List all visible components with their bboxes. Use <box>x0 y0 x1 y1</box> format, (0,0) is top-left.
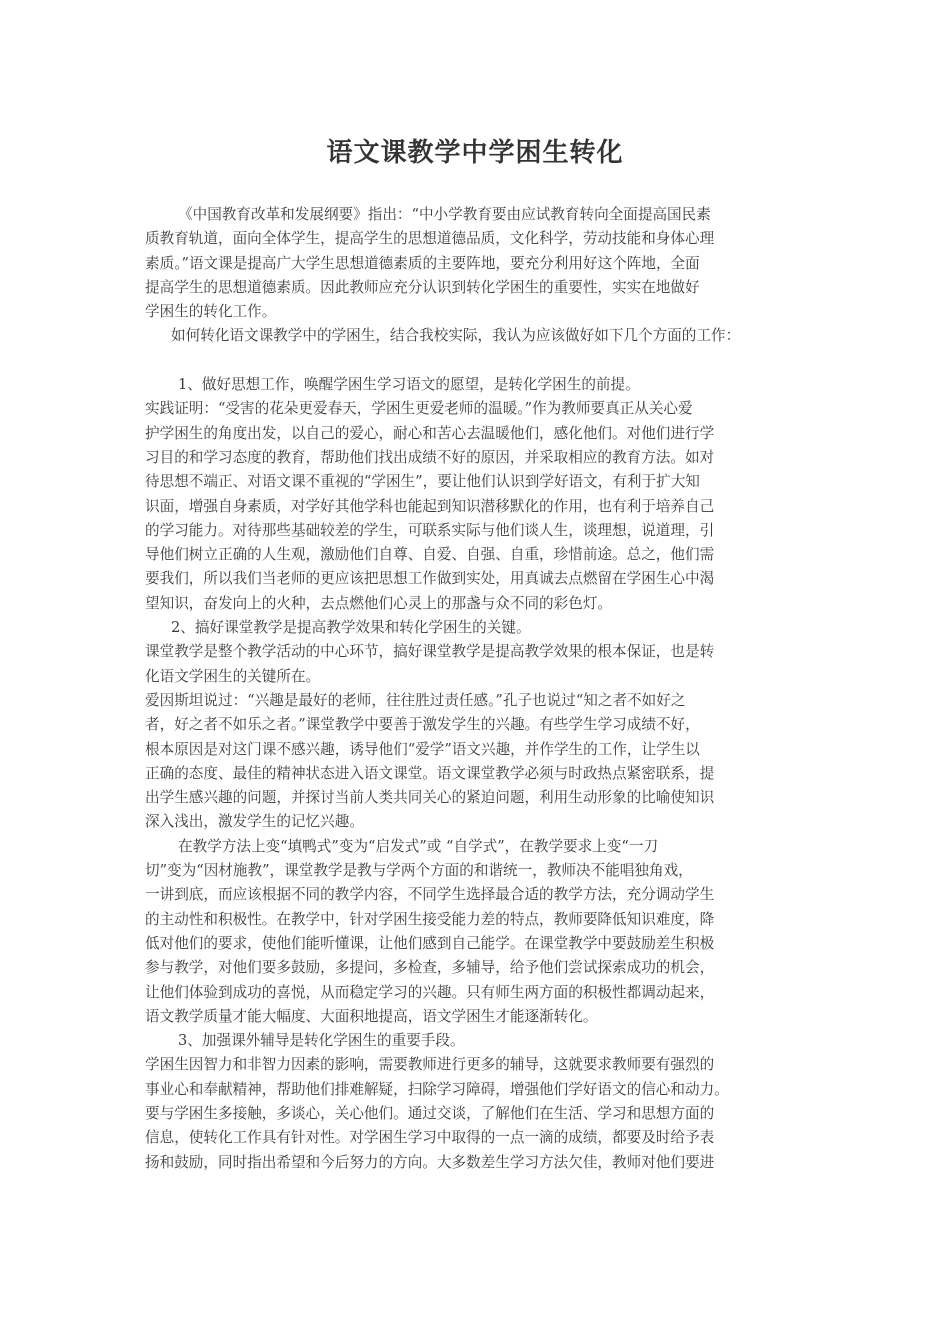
paragraph-line: 让他们体验到成功的喜悦，从而稳定学习的兴趣。只有师生两方面的积极性都调动起来， <box>145 983 715 1001</box>
paragraph-line: 习目的和学习态度的教育，帮助他们找出成绩不好的原因，并采取相应的教育方法。如对 <box>145 448 715 466</box>
paragraph-line: 素质。”语文课是提高广大学生思想道德素质的主要阵地，要充分利用好这个阵地，全面 <box>145 254 700 272</box>
document-body <box>145 203 815 1175</box>
paragraph-line: 学困生的转化工作。 <box>145 303 277 321</box>
paragraph-line: 如何转化语文课教学中的学困生，结合我校实际，我认为应该做好如下几个方面的工作： <box>171 327 741 345</box>
paragraph-line: 语文教学质量才能大幅度、大面积地提高，语文学困生才能逐渐转化。 <box>145 1007 598 1025</box>
blank-line <box>145 349 815 373</box>
paragraph-line: 导他们树立正确的人生观，激励他们自尊、自爱、自强、自重，珍惜前途。总之，他们需 <box>145 546 715 564</box>
paragraph-line: 低对他们的要求，使他们能听懂课，让他们感到自己能学。在课堂教学中要鼓励差生积极 <box>145 934 715 952</box>
paragraph-line: 参与教学，对他们要多鼓励，多提问，多检查，多辅导，给予他们尝试探索成功的机会， <box>145 959 715 977</box>
section-heading: 2、搞好课堂教学是提高教学效果和转化学困生的关键。 <box>171 619 531 637</box>
paragraph-line: 事业心和奉献精神，帮助他们排难解疑，扫除学习障碍，增强他们学好语文的信心和动力。 <box>145 1080 729 1098</box>
paragraph-line: 出学生感兴趣的问题，并探讨当前人类共同关心的紧迫问题，利用生动形象的比喻使知识 <box>145 789 715 807</box>
paragraph-line: 课堂教学是整个教学活动的中心环节，搞好课堂教学是提高教学效果的根本保证，也是转 <box>145 643 715 661</box>
paragraph-line: 望知识，奋发向上的火种，去点燃他们心灵上的那盏与众不同的彩色灯。 <box>145 594 613 612</box>
paragraph-line: 深入浅出，激发学生的记忆兴趣。 <box>145 813 364 831</box>
paragraph-line: 扬和鼓励，同时指出希望和今后努力的方向。大多数差生学习方法欠佳，教师对他们要进 <box>145 1153 715 1171</box>
paragraph-line: 要与学困生多接触，多谈心，关心他们。通过交谈，了解他们在生活、学习和思想方面的 <box>145 1104 715 1122</box>
paragraph-line: 提高学生的思想道德素质。因此教师应充分认识到转化学困生的重要性，实实在地做好 <box>145 278 700 296</box>
paragraph-line: 化语文学困生的关键所在。 <box>145 667 321 685</box>
paragraph-line: 质教育轨道，面向全体学生，提高学生的思想道德品质，文化科学，劳动技能和身体心理 <box>145 230 715 248</box>
paragraph-line: 爱因斯坦说过：“兴趣是最好的老师，往往胜过责任感。”孔子也说过“知之者不如好之 <box>145 691 686 709</box>
paragraph-line: 《中国教育改革和发展纲要》指出：“中小学教育要由应试教育转向全面提高国民素 <box>178 206 711 223</box>
paragraph-line: 识面，增强自身素质，对学好其他学科也能起到知识潜移默化的作用，也有利于培养自己 <box>145 497 715 515</box>
paragraph-line: 在教学方法上变“填鸭式”变为“启发式”或 “自学式”，在教学要求上变“一刀 <box>178 837 659 855</box>
document-title: 语文课教学中学困生转化 <box>326 138 624 168</box>
paragraph-line: 护学困生的角度出发，以自己的爱心，耐心和苦心去温暖他们，感化他们。对他们进行学 <box>145 424 715 442</box>
section-heading: 3、加强课外辅导是转化学困生的重要手段。 <box>178 1032 465 1050</box>
paragraph-line: 一讲到底，而应该根据不同的教学内容，不同学生选择最合适的教学方法，充分调动学生 <box>145 886 715 904</box>
paragraph-line: 者，好之者不如乐之者。”课堂教学中要善于激发学生的兴趣。有些学生学习成绩不好， <box>145 716 700 734</box>
paragraph-line: 要我们，所以我们当老师的更应该把思想工作做到实处，用真诚去点燃留在学困生心中渴 <box>145 570 715 588</box>
paragraph-line: 待思想不端正、对语文课不重视的“学困生”，要让他们认识到学好语文，有利于扩大知 <box>145 473 700 491</box>
paragraph-line: 实践证明：“受害的花朵更爱春天，学困生更爱老师的温暖。”作为教师要真正从关心爱 <box>145 400 693 418</box>
paragraph-line: 的学习能力。对待那些基础较差的学生，可联系实际与他们谈人生，谈理想，说道理，引 <box>145 521 715 539</box>
paragraph-line: 学困生因智力和非智力因素的影响，需要教师进行更多的辅导，这就要求教师要有强烈的 <box>145 1056 715 1074</box>
paragraph-line: 正确的态度、最佳的精神状态进入语文课堂。语文课堂教学必须与时政热点紧密联系，提 <box>145 764 715 782</box>
paragraph-line: 信息，使转化工作具有针对性。对学困生学习中取得的一点一滴的成绩，都要及时给予表 <box>145 1129 715 1147</box>
paragraph-line: 的主动性和积极性。在教学中，针对学困生接受能力差的特点，教师要降低知识难度，降 <box>145 910 715 928</box>
paragraph-line: 切”变为“因材施教”，课堂教学是教与学两个方面的和谐统一，教师决不能唱独角戏， <box>145 862 693 880</box>
section-heading: 1、做好思想工作，唤醒学困生学习语文的愿望，是转化学困生的前提。 <box>178 376 640 394</box>
paragraph-line: 根本原因是对这门课不感兴趣，诱导他们“爱学”语文兴趣，并作学生的工作，让学生以 <box>145 740 700 758</box>
